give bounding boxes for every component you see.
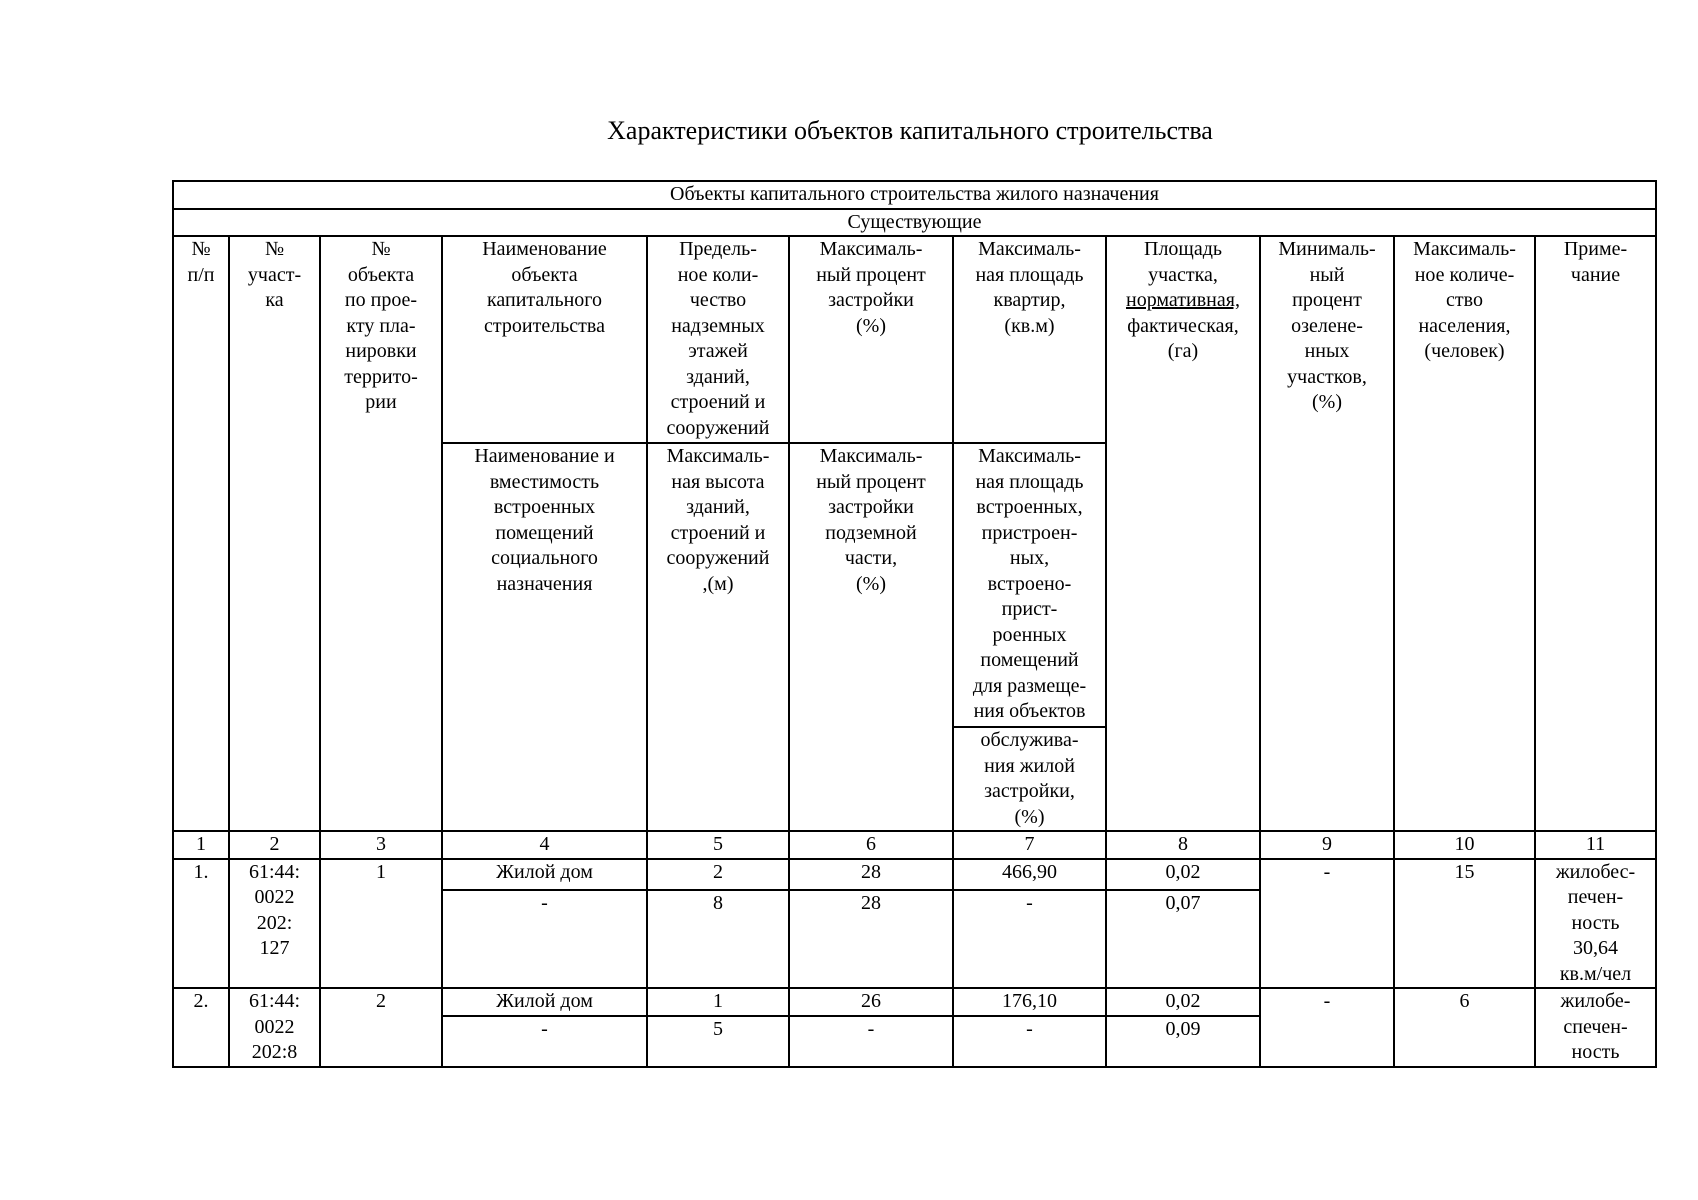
row-min-green-percent: -: [1260, 859, 1394, 989]
header-max-underground-percent: Максималь- ный процент застройки подземной части, (%): [789, 443, 953, 831]
row-note: жилобес- печен- ность 30,64 кв.м/чел: [1535, 859, 1656, 989]
header-object-number: № объекта по прое- кту пла- нировки террито- рии: [320, 236, 442, 831]
header-min-green-percent: Минималь- ный процент озелене- нных участков, (%): [1260, 236, 1394, 831]
row-plot: 61:44: 0022 202: 127: [229, 859, 320, 989]
header-object-name: Наименование объекта капитального строительства: [442, 236, 647, 443]
header-max-build-percent: Максималь- ный процент застройки (%): [789, 236, 953, 443]
row-number: 1.: [173, 859, 229, 989]
row-plot-area-normative: 0,02: [1106, 988, 1260, 1016]
header-number: № п/п: [173, 236, 229, 831]
row-max-build-percent: 28: [789, 859, 953, 890]
column-number: 4: [442, 831, 647, 859]
row-max-build-percent: 26: [789, 988, 953, 1016]
row-max-underground-percent: -: [789, 1016, 953, 1066]
header-plot-area-actual: фактическая, (га): [1127, 314, 1239, 362]
row-max-height: 8: [647, 890, 789, 988]
row-max-flat-area: 176,10: [953, 988, 1106, 1016]
row-object-number: 1: [320, 859, 442, 989]
row-builtin-area: -: [953, 1016, 1106, 1066]
header-max-flat-area: Максималь- ная площадь квартир, (кв.м): [953, 236, 1106, 443]
column-number: 9: [1260, 831, 1394, 859]
column-number: 1: [173, 831, 229, 859]
header-plot-area-normative: нормативная,: [1126, 289, 1240, 311]
header-max-height: Максималь- ная высота зданий, строений и сооружений ,(м): [647, 443, 789, 831]
row-max-population: 6: [1394, 988, 1535, 1067]
column-number: 10: [1394, 831, 1535, 859]
row-number: 2.: [173, 988, 229, 1067]
header-plot: № участ- ка: [229, 236, 320, 831]
header-plot-area: [1106, 236, 1260, 831]
header-social-premises: Наименование и вместимость встроенных помещений социального назначения: [442, 443, 647, 831]
row-object-number: 2: [320, 988, 442, 1067]
column-number: 5: [647, 831, 789, 859]
row-max-population: 15: [1394, 859, 1535, 989]
header-builtin-area: Максималь- ная площадь встроенных, пристроен- ных, встроено- прист- роенных помещений для размеще- ния объектов: [953, 443, 1106, 727]
page-title: Характеристики объектов капитального строительства: [607, 116, 1213, 145]
header-plot-area-label: Площадь участка,: [1144, 238, 1222, 286]
row-social-premises: -: [442, 890, 647, 988]
row-plot-area-normative: 0,02: [1106, 859, 1260, 890]
column-number: 7: [953, 831, 1106, 859]
row-max-flat-area: 466,90: [953, 859, 1106, 890]
column-number: 11: [1535, 831, 1656, 859]
row-plot: 61:44: 0022 202:8: [229, 988, 320, 1067]
row-builtin-area: -: [953, 890, 1106, 988]
row-object-name: Жилой дом: [442, 859, 647, 890]
header-max-population: Максималь- ное количе- ство населения, (человек): [1394, 236, 1535, 831]
section-title: Объекты капитального строительства жилого назначения: [173, 181, 1656, 209]
column-number: 3: [320, 831, 442, 859]
row-plot-area-actual: 0,09: [1106, 1016, 1260, 1066]
header-max-floors: Предель- ное коли- чество надземных этажей зданий, строений и сооружений: [647, 236, 789, 443]
row-note: жилобе- спечен- ность: [1535, 988, 1656, 1067]
header-builtin-area-continued: обслужива- ния жилой застройки, (%): [953, 727, 1106, 831]
characteristics-table: [172, 180, 1657, 1068]
row-social-premises: -: [442, 1016, 647, 1066]
row-max-height: 5: [647, 1016, 789, 1066]
row-max-underground-percent: 28: [789, 890, 953, 988]
row-object-name: Жилой дом: [442, 988, 647, 1016]
row-max-floors: 1: [647, 988, 789, 1016]
row-min-green-percent: -: [1260, 988, 1394, 1067]
subsection-title: Существующие: [173, 209, 1656, 237]
row-max-floors: 2: [647, 859, 789, 890]
column-number: 2: [229, 831, 320, 859]
column-number: 8: [1106, 831, 1260, 859]
row-plot-area-actual: 0,07: [1106, 890, 1260, 988]
column-number: 6: [789, 831, 953, 859]
header-note: Приме- чание: [1535, 236, 1656, 831]
